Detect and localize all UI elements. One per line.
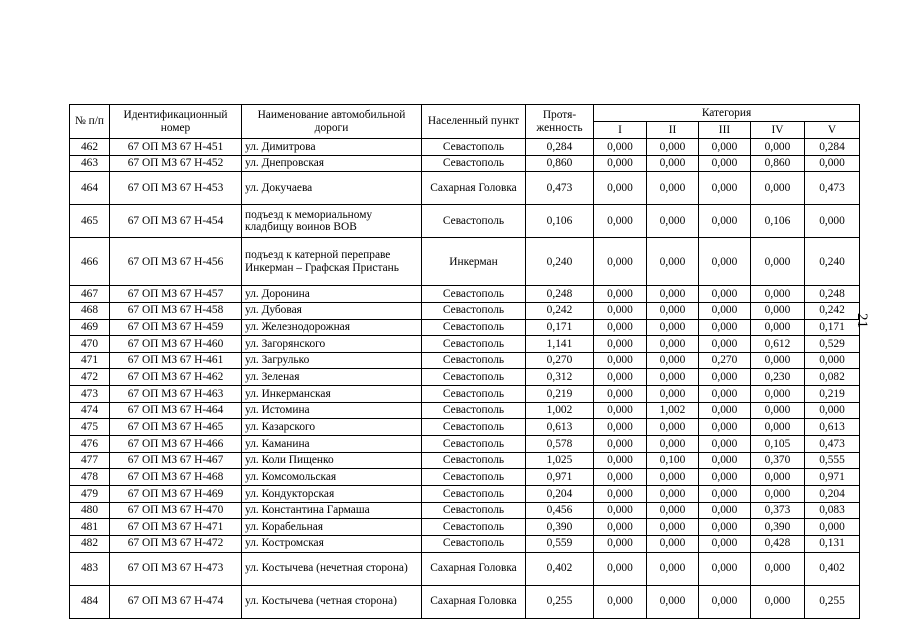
cell-settlement: Севастополь <box>422 302 526 319</box>
table-row <box>70 139 860 156</box>
cell-cat-2: 0,000 <box>647 552 699 585</box>
cell-cat-5: 0,000 <box>805 519 860 536</box>
cell-cat-1: 0,000 <box>594 585 647 618</box>
cell-settlement: Инкерман <box>422 238 526 286</box>
cell-cat-4: 0,000 <box>751 352 805 369</box>
cell-cat-1: 0,000 <box>594 369 647 386</box>
header-name: Наименование автомобильной дороги <box>242 105 422 139</box>
cell-length: 0,559 <box>526 535 594 552</box>
cell-num: 464 <box>70 172 110 205</box>
cell-cat-5: 0,473 <box>805 172 860 205</box>
cell-cat-3: 0,000 <box>699 402 751 419</box>
cell-cat-2: 0,000 <box>647 302 699 319</box>
header-settlement: Населенный пункт <box>422 105 526 139</box>
cell-num: 479 <box>70 485 110 502</box>
cell-num: 482 <box>70 535 110 552</box>
cell-cat-3: 0,000 <box>699 535 751 552</box>
cell-id: 67 ОП МЗ 67 Н-459 <box>110 319 242 336</box>
cell-cat-4: 0,000 <box>751 402 805 419</box>
table-row <box>70 369 860 386</box>
cell-cat-3: 0,000 <box>699 369 751 386</box>
cell-cat-3: 0,000 <box>699 172 751 205</box>
cell-cat-3: 0,000 <box>699 436 751 453</box>
table-row <box>70 485 860 502</box>
cell-road-name: подъезд к мемориальному кладбищу воинов ВОВ <box>242 205 422 238</box>
cell-cat-1: 0,000 <box>594 402 647 419</box>
cell-cat-2: 0,000 <box>647 419 699 436</box>
cell-settlement: Севастополь <box>422 139 526 156</box>
cell-cat-1: 0,000 <box>594 519 647 536</box>
cell-id: 67 ОП МЗ 67 Н-460 <box>110 336 242 353</box>
cell-road-name: ул. Доронина <box>242 286 422 303</box>
cell-road-name: ул. Дубовая <box>242 302 422 319</box>
header-num: № п/п <box>70 105 110 139</box>
cell-cat-5: 0,171 <box>805 319 860 336</box>
cell-cat-1: 0,000 <box>594 352 647 369</box>
cell-settlement: Севастополь <box>422 452 526 469</box>
cell-length: 0,270 <box>526 352 594 369</box>
cell-cat-3: 0,000 <box>699 452 751 469</box>
cell-id: 67 ОП МЗ 67 Н-467 <box>110 452 242 469</box>
cell-num: 465 <box>70 205 110 238</box>
table-row <box>70 436 860 453</box>
cell-cat-3: 0,000 <box>699 238 751 286</box>
cell-length: 0,390 <box>526 519 594 536</box>
cell-cat-3: 0,000 <box>699 155 751 172</box>
cell-settlement: Севастополь <box>422 419 526 436</box>
cell-cat-4: 0,105 <box>751 436 805 453</box>
cell-cat-4: 0,000 <box>751 302 805 319</box>
cell-cat-1: 0,000 <box>594 336 647 353</box>
cell-cat-1: 0,000 <box>594 469 647 486</box>
cell-num: 481 <box>70 519 110 536</box>
cell-num: 467 <box>70 286 110 303</box>
cell-length: 0,473 <box>526 172 594 205</box>
cell-settlement: Сахарная Головка <box>422 552 526 585</box>
table-row <box>70 352 860 369</box>
cell-cat-2: 0,000 <box>647 585 699 618</box>
cell-cat-5: 0,000 <box>805 155 860 172</box>
cell-road-name: ул. Димитрова <box>242 139 422 156</box>
cell-settlement: Севастополь <box>422 519 526 536</box>
cell-cat-4: 0,000 <box>751 286 805 303</box>
cell-settlement: Севастополь <box>422 386 526 403</box>
cell-cat-5: 0,248 <box>805 286 860 303</box>
cell-num: 468 <box>70 302 110 319</box>
cell-cat-2: 0,000 <box>647 436 699 453</box>
cell-cat-5: 0,555 <box>805 452 860 469</box>
cell-road-name: ул. Кондукторская <box>242 485 422 502</box>
table-row <box>70 469 860 486</box>
cell-cat-3: 0,000 <box>699 302 751 319</box>
cell-id: 67 ОП МЗ 67 Н-471 <box>110 519 242 536</box>
cell-road-name: ул. Зеленая <box>242 369 422 386</box>
cell-length: 1,025 <box>526 452 594 469</box>
cell-settlement: Севастополь <box>422 369 526 386</box>
cell-cat-1: 0,000 <box>594 535 647 552</box>
cell-cat-4: 0,000 <box>751 386 805 403</box>
cell-cat-5: 0,242 <box>805 302 860 319</box>
table-row <box>70 286 860 303</box>
cell-id: 67 ОП МЗ 67 Н-461 <box>110 352 242 369</box>
cell-road-name: ул. Костычева (четная сторона) <box>242 585 422 618</box>
cell-cat-2: 0,100 <box>647 452 699 469</box>
cell-road-name: подъезд к катерной переправе Инкерман – Графская Пристань <box>242 238 422 286</box>
cell-cat-1: 0,000 <box>594 419 647 436</box>
table-header <box>70 105 860 139</box>
cell-cat-4: 0,612 <box>751 336 805 353</box>
cell-id: 67 ОП МЗ 67 Н-474 <box>110 585 242 618</box>
cell-cat-3: 0,000 <box>699 419 751 436</box>
table-row <box>70 386 860 403</box>
cell-cat-1: 0,000 <box>594 238 647 286</box>
cell-cat-1: 0,000 <box>594 386 647 403</box>
cell-cat-2: 0,000 <box>647 139 699 156</box>
cell-cat-5: 0,529 <box>805 336 860 353</box>
cell-num: 466 <box>70 238 110 286</box>
cell-cat-2: 0,000 <box>647 469 699 486</box>
cell-num: 476 <box>70 436 110 453</box>
cell-cat-3: 0,000 <box>699 485 751 502</box>
cell-cat-4: 0,390 <box>751 519 805 536</box>
cell-length: 0,242 <box>526 302 594 319</box>
cell-cat-1: 0,000 <box>594 552 647 585</box>
cell-length: 0,971 <box>526 469 594 486</box>
cell-cat-5: 0,000 <box>805 205 860 238</box>
cell-settlement: Севастополь <box>422 155 526 172</box>
cell-cat-1: 0,000 <box>594 205 647 238</box>
cell-cat-3: 0,000 <box>699 336 751 353</box>
header-id: Идентификационный номер <box>110 105 242 139</box>
table-body <box>70 139 860 619</box>
cell-id: 67 ОП МЗ 67 Н-454 <box>110 205 242 238</box>
cell-settlement: Севастополь <box>422 485 526 502</box>
cell-cat-4: 0,000 <box>751 419 805 436</box>
cell-road-name: ул. Каманина <box>242 436 422 453</box>
table-row <box>70 302 860 319</box>
cell-cat-5: 0,000 <box>805 352 860 369</box>
cell-cat-5: 0,204 <box>805 485 860 502</box>
cell-cat-1: 0,000 <box>594 502 647 519</box>
cell-length: 1,002 <box>526 402 594 419</box>
cell-settlement: Севастополь <box>422 336 526 353</box>
cell-cat-3: 0,000 <box>699 139 751 156</box>
cell-id: 67 ОП МЗ 67 Н-470 <box>110 502 242 519</box>
cell-cat-5: 0,402 <box>805 552 860 585</box>
cell-id: 67 ОП МЗ 67 Н-462 <box>110 369 242 386</box>
header-cat-5: V <box>805 122 860 139</box>
cell-cat-4: 0,860 <box>751 155 805 172</box>
cell-cat-4: 0,106 <box>751 205 805 238</box>
cell-cat-3: 0,000 <box>699 386 751 403</box>
cell-id: 67 ОП МЗ 67 Н-465 <box>110 419 242 436</box>
table-row <box>70 452 860 469</box>
cell-cat-3: 0,270 <box>699 352 751 369</box>
cell-length: 0,240 <box>526 238 594 286</box>
cell-num: 463 <box>70 155 110 172</box>
table-row <box>70 502 860 519</box>
cell-length: 0,219 <box>526 386 594 403</box>
cell-settlement: Севастополь <box>422 352 526 369</box>
cell-cat-4: 0,373 <box>751 502 805 519</box>
table-row <box>70 155 860 172</box>
cell-length: 1,141 <box>526 336 594 353</box>
cell-num: 469 <box>70 319 110 336</box>
cell-id: 67 ОП МЗ 67 Н-458 <box>110 302 242 319</box>
cell-cat-2: 0,000 <box>647 286 699 303</box>
cell-road-name: ул. Казарского <box>242 419 422 436</box>
cell-cat-4: 0,428 <box>751 535 805 552</box>
cell-road-name: ул. Инкерманская <box>242 386 422 403</box>
cell-cat-3: 0,000 <box>699 205 751 238</box>
cell-road-name: ул. Загорянского <box>242 336 422 353</box>
table-row <box>70 172 860 205</box>
cell-cat-5: 0,255 <box>805 585 860 618</box>
cell-cat-1: 0,000 <box>594 452 647 469</box>
cell-cat-5: 0,219 <box>805 386 860 403</box>
cell-road-name: ул. Железнодорожная <box>242 319 422 336</box>
cell-settlement: Севастополь <box>422 319 526 336</box>
cell-num: 484 <box>70 585 110 618</box>
cell-num: 470 <box>70 336 110 353</box>
cell-id: 67 ОП МЗ 67 Н-463 <box>110 386 242 403</box>
cell-cat-2: 0,000 <box>647 352 699 369</box>
cell-cat-3: 0,000 <box>699 552 751 585</box>
cell-cat-4: 0,000 <box>751 139 805 156</box>
cell-length: 0,456 <box>526 502 594 519</box>
cell-cat-1: 0,000 <box>594 302 647 319</box>
cell-cat-4: 0,000 <box>751 172 805 205</box>
cell-cat-2: 0,000 <box>647 519 699 536</box>
cell-cat-1: 0,000 <box>594 319 647 336</box>
cell-length: 0,255 <box>526 585 594 618</box>
header-cat-4: IV <box>751 122 805 139</box>
cell-cat-1: 0,000 <box>594 172 647 205</box>
cell-cat-2: 1,002 <box>647 402 699 419</box>
cell-id: 67 ОП МЗ 67 Н-464 <box>110 402 242 419</box>
cell-settlement: Севастополь <box>422 469 526 486</box>
cell-cat-2: 0,000 <box>647 172 699 205</box>
cell-num: 477 <box>70 452 110 469</box>
cell-settlement: Сахарная Головка <box>422 172 526 205</box>
cell-length: 0,204 <box>526 485 594 502</box>
cell-num: 483 <box>70 552 110 585</box>
cell-num: 478 <box>70 469 110 486</box>
cell-cat-5: 0,473 <box>805 436 860 453</box>
cell-settlement: Севастополь <box>422 535 526 552</box>
cell-cat-2: 0,000 <box>647 502 699 519</box>
cell-settlement: Сахарная Головка <box>422 585 526 618</box>
cell-cat-2: 0,000 <box>647 485 699 502</box>
cell-road-name: ул. Докучаева <box>242 172 422 205</box>
cell-settlement: Севастополь <box>422 286 526 303</box>
cell-cat-1: 0,000 <box>594 139 647 156</box>
table-row <box>70 238 860 286</box>
cell-cat-5: 0,284 <box>805 139 860 156</box>
cell-road-name: ул. Загрулько <box>242 352 422 369</box>
table-row <box>70 535 860 552</box>
header-cat-2: II <box>647 122 699 139</box>
header-category: Категория <box>594 105 860 122</box>
cell-settlement: Севастополь <box>422 502 526 519</box>
cell-road-name: ул. Днепровская <box>242 155 422 172</box>
cell-cat-3: 0,000 <box>699 502 751 519</box>
cell-id: 67 ОП МЗ 67 Н-473 <box>110 552 242 585</box>
cell-length: 0,613 <box>526 419 594 436</box>
cell-num: 474 <box>70 402 110 419</box>
cell-id: 67 ОП МЗ 67 Н-472 <box>110 535 242 552</box>
cell-length: 0,171 <box>526 319 594 336</box>
cell-length: 0,578 <box>526 436 594 453</box>
cell-length: 0,106 <box>526 205 594 238</box>
cell-cat-1: 0,000 <box>594 286 647 303</box>
cell-num: 462 <box>70 139 110 156</box>
cell-num: 475 <box>70 419 110 436</box>
cell-cat-2: 0,000 <box>647 386 699 403</box>
table-row <box>70 319 860 336</box>
cell-cat-1: 0,000 <box>594 485 647 502</box>
header-length: Протя-женность <box>526 105 594 139</box>
cell-cat-5: 0,613 <box>805 419 860 436</box>
cell-cat-5: 0,971 <box>805 469 860 486</box>
table-row <box>70 552 860 585</box>
cell-cat-4: 0,000 <box>751 485 805 502</box>
table-row <box>70 585 860 618</box>
cell-road-name: ул. Истомина <box>242 402 422 419</box>
cell-length: 0,402 <box>526 552 594 585</box>
table-row <box>70 402 860 419</box>
cell-id: 67 ОП МЗ 67 Н-453 <box>110 172 242 205</box>
cell-id: 67 ОП МЗ 67 Н-469 <box>110 485 242 502</box>
cell-cat-5: 0,000 <box>805 402 860 419</box>
cell-length: 0,248 <box>526 286 594 303</box>
cell-cat-1: 0,000 <box>594 155 647 172</box>
cell-id: 67 ОП МЗ 67 Н-452 <box>110 155 242 172</box>
page-number: 21 <box>854 313 870 328</box>
cell-num: 472 <box>70 369 110 386</box>
cell-cat-4: 0,000 <box>751 585 805 618</box>
cell-length: 0,284 <box>526 139 594 156</box>
header-cat-3: III <box>699 122 751 139</box>
cell-cat-3: 0,000 <box>699 286 751 303</box>
cell-num: 480 <box>70 502 110 519</box>
cell-id: 67 ОП МЗ 67 Н-451 <box>110 139 242 156</box>
cell-cat-4: 0,000 <box>751 469 805 486</box>
header-cat-1: I <box>594 122 647 139</box>
table-row <box>70 336 860 353</box>
cell-road-name: ул. Костычева (нечетная сторона) <box>242 552 422 585</box>
cell-settlement: Севастополь <box>422 436 526 453</box>
cell-num: 471 <box>70 352 110 369</box>
cell-road-name: ул. Корабельная <box>242 519 422 536</box>
table-row <box>70 419 860 436</box>
cell-road-name: ул. Комсомольская <box>242 469 422 486</box>
cell-cat-5: 0,082 <box>805 369 860 386</box>
cell-num: 473 <box>70 386 110 403</box>
cell-id: 67 ОП МЗ 67 Н-466 <box>110 436 242 453</box>
cell-length: 0,860 <box>526 155 594 172</box>
cell-cat-2: 0,000 <box>647 535 699 552</box>
table-row <box>70 519 860 536</box>
cell-cat-4: 0,370 <box>751 452 805 469</box>
cell-cat-3: 0,000 <box>699 585 751 618</box>
cell-length: 0,312 <box>526 369 594 386</box>
cell-id: 67 ОП МЗ 67 Н-457 <box>110 286 242 303</box>
cell-road-name: ул. Костромская <box>242 535 422 552</box>
cell-cat-2: 0,000 <box>647 205 699 238</box>
cell-cat-2: 0,000 <box>647 319 699 336</box>
cell-id: 67 ОП МЗ 67 Н-468 <box>110 469 242 486</box>
cell-cat-4: 0,000 <box>751 552 805 585</box>
cell-cat-2: 0,000 <box>647 369 699 386</box>
cell-cat-4: 0,000 <box>751 319 805 336</box>
cell-cat-4: 0,000 <box>751 238 805 286</box>
cell-id: 67 ОП МЗ 67 Н-456 <box>110 238 242 286</box>
cell-settlement: Севастополь <box>422 205 526 238</box>
cell-cat-5: 0,083 <box>805 502 860 519</box>
cell-cat-2: 0,000 <box>647 155 699 172</box>
cell-cat-3: 0,000 <box>699 519 751 536</box>
cell-cat-4: 0,230 <box>751 369 805 386</box>
cell-settlement: Севастополь <box>422 402 526 419</box>
cell-cat-5: 0,240 <box>805 238 860 286</box>
cell-cat-3: 0,000 <box>699 469 751 486</box>
cell-road-name: ул. Коли Пищенко <box>242 452 422 469</box>
cell-cat-5: 0,131 <box>805 535 860 552</box>
cell-cat-2: 0,000 <box>647 238 699 286</box>
table-row <box>70 205 860 238</box>
roads-table <box>69 104 860 619</box>
cell-cat-3: 0,000 <box>699 319 751 336</box>
cell-road-name: ул. Константина Гармаша <box>242 502 422 519</box>
cell-cat-1: 0,000 <box>594 436 647 453</box>
cell-cat-2: 0,000 <box>647 336 699 353</box>
